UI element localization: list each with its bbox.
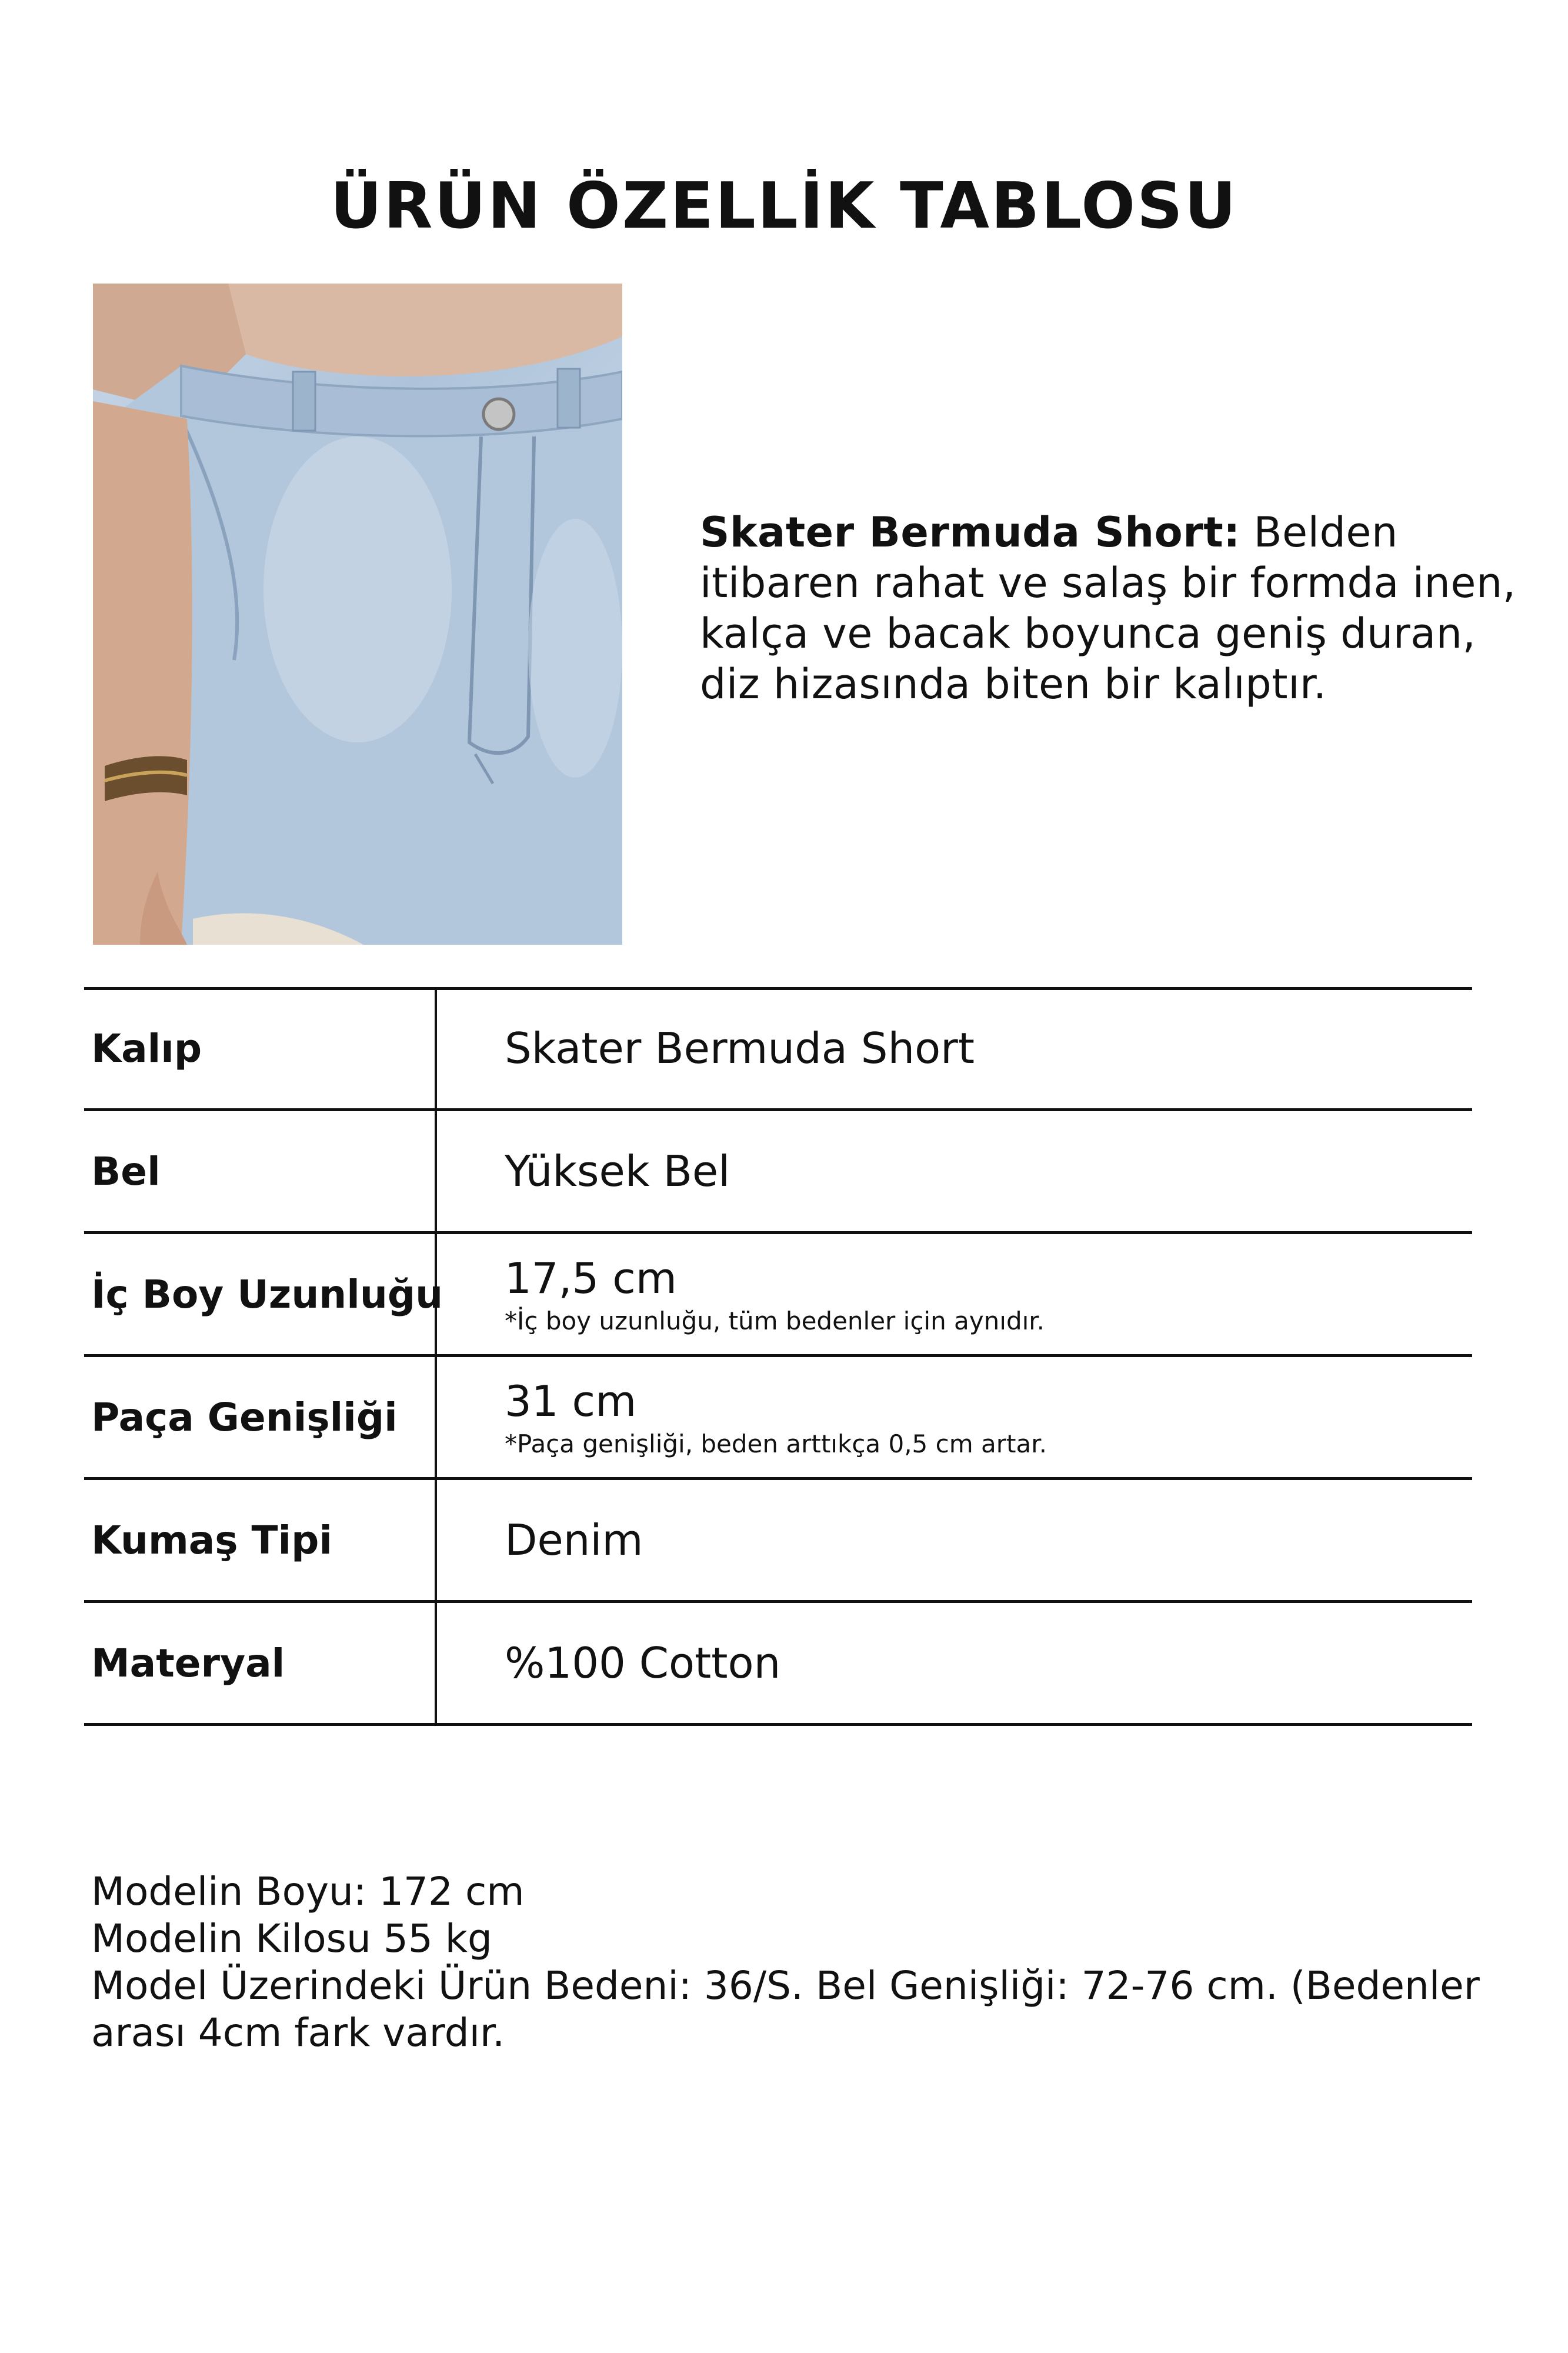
spec-value-block bbox=[505, 1480, 643, 1600]
spec-value: 17,5 cm bbox=[505, 1253, 677, 1303]
spec-label: Paça Genişliği bbox=[91, 1394, 398, 1440]
spec-label: Materyal bbox=[91, 1640, 285, 1686]
spec-row-materyal bbox=[84, 1603, 1472, 1726]
spec-row-kumas bbox=[84, 1480, 1472, 1603]
spec-value-block bbox=[505, 1603, 780, 1723]
page-title: ÜRÜN ÖZELLİK TABLOSU bbox=[330, 169, 1238, 243]
spec-value-block bbox=[505, 1357, 1047, 1477]
spec-value: 31 cm bbox=[505, 1376, 637, 1426]
model-weight: Modelin Kilosu 55 kg bbox=[91, 1916, 492, 1961]
spec-value-block bbox=[505, 1234, 1045, 1354]
column-divider bbox=[435, 1111, 437, 1234]
column-divider bbox=[435, 1357, 437, 1480]
denim-illustration bbox=[93, 284, 622, 945]
spec-value-block bbox=[505, 1111, 730, 1231]
specs-table bbox=[84, 988, 1472, 1726]
spec-value: Denim bbox=[505, 1515, 643, 1565]
column-divider bbox=[435, 988, 437, 1111]
spec-value-block bbox=[505, 988, 975, 1108]
spec-value: Skater Bermuda Short bbox=[505, 1024, 975, 1073]
spec-row-kalip bbox=[84, 988, 1472, 1111]
column-divider bbox=[435, 1603, 437, 1726]
spec-note: *İç boy uzunluğu, tüm bedenler için aynıdır. bbox=[505, 1306, 1045, 1335]
spec-row-bel bbox=[84, 1111, 1472, 1234]
spec-label: Bel bbox=[91, 1148, 161, 1194]
model-size: Model Üzerindeki Ürün Bedeni: 36/S. Bel Genişliği: 72-76 cm. (Bedenler arası 4cm fark vardır. bbox=[91, 1963, 1492, 2055]
column-divider bbox=[435, 1480, 437, 1603]
product-photo bbox=[93, 284, 622, 945]
model-info bbox=[91, 1868, 1503, 2057]
spec-label: Kalıp bbox=[91, 1025, 202, 1071]
spec-label: İç Boy Uzunluğu bbox=[91, 1271, 443, 1317]
spec-row-ic-boy bbox=[84, 1234, 1472, 1357]
product-description bbox=[700, 507, 1517, 709]
description-text: Belden itibaren rahat ve salaş bir formda inen, kalça ve bacak boyunca geniş duran, diz hizasında biten bir kalıptır. bbox=[700, 508, 1516, 708]
description-name: Skater Bermuda Short: bbox=[700, 508, 1240, 556]
spec-value: %100 Cotton bbox=[505, 1638, 781, 1688]
spec-note: *Paça genişliği, beden arttıkça 0,5 cm artar. bbox=[505, 1429, 1047, 1458]
spec-value: Yüksek Bel bbox=[505, 1146, 730, 1196]
spec-row-paca bbox=[84, 1357, 1472, 1480]
spec-label: Kumaş Tipi bbox=[91, 1517, 333, 1563]
model-height: Modelin Boyu: 172 cm bbox=[91, 1869, 525, 1914]
